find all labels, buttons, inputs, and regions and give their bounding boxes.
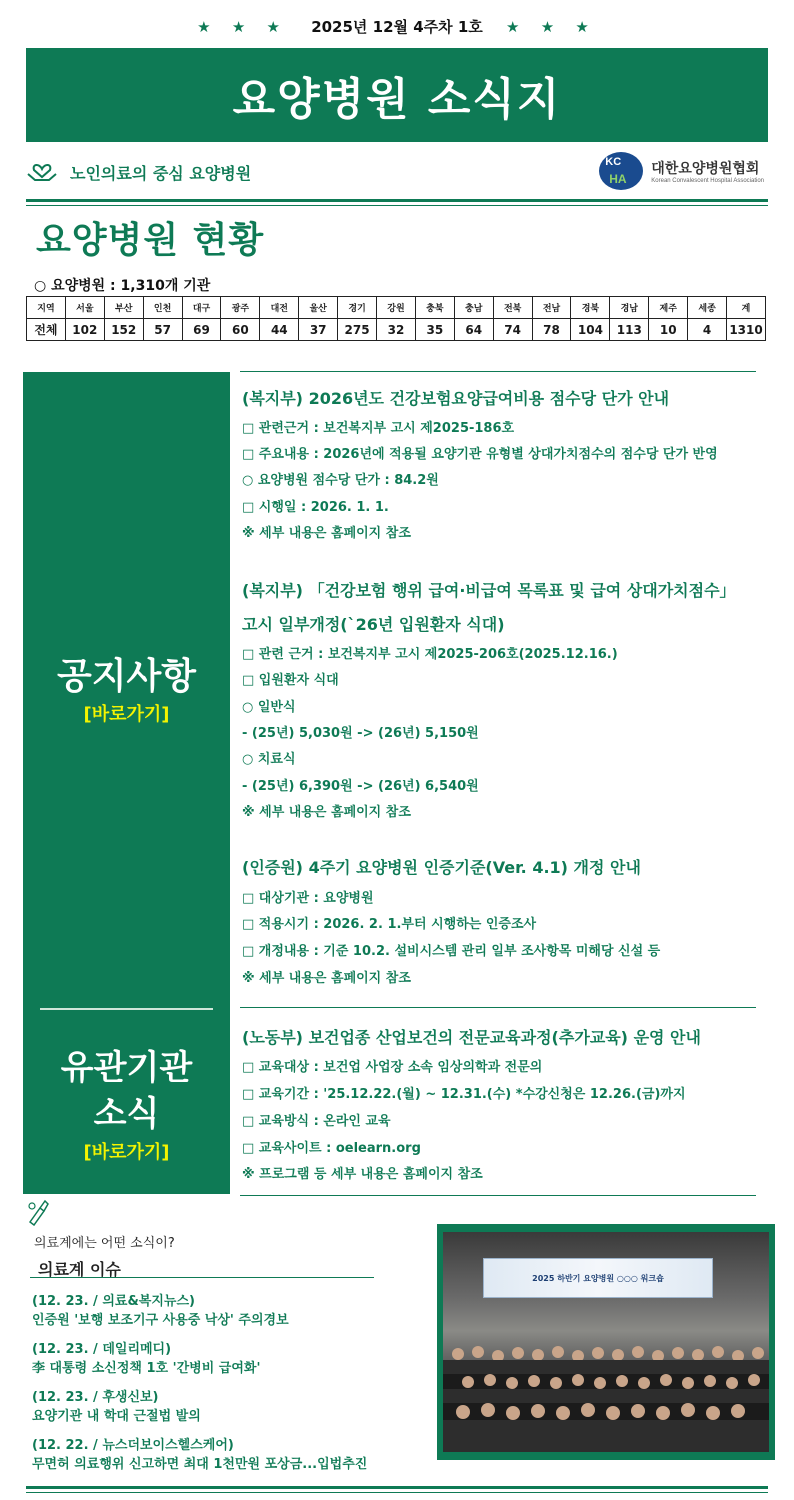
region-count-cell: 1310	[727, 319, 766, 341]
news-item-source[interactable]: (12. 23. / 데일리메디)	[32, 1342, 172, 1357]
related-label: 유관기관	[60, 1048, 193, 1088]
related-line: □ 교육방식 : 온라인 교육	[242, 1114, 391, 1129]
news-item-source[interactable]: (12. 23. / 후생신보)	[32, 1390, 159, 1405]
region-header-cell: 전남	[532, 297, 571, 319]
region-header-cell: 제주	[649, 297, 688, 319]
region-header-cell: 인천	[143, 297, 182, 319]
news-heading-rule	[30, 1277, 374, 1278]
region-count-cell: 57	[143, 319, 182, 341]
table-row-label: 지역	[27, 297, 66, 319]
notice-line: □ 시행일 : 2026. 1. 1.	[242, 500, 389, 515]
star-icon-group: ★ ★ ★	[506, 18, 597, 36]
notice-title[interactable]: (복지부) 2026년도 건강보험요양급여비용 점수당 단가 안내	[242, 389, 670, 408]
related-line: □ 교육사이트 : oelearn.org	[242, 1141, 421, 1156]
region-count-cell: 60	[221, 319, 260, 341]
region-header-cell: 경북	[571, 297, 610, 319]
notice-line: □ 입원환자 식대	[242, 673, 339, 688]
notice-line: □ 대상기관 : 요양병원	[242, 891, 374, 906]
related-label-2: 소식	[93, 1094, 160, 1134]
status-summary: ○ 요양병원 : 1,310개 기관	[34, 278, 211, 294]
notice-line: □ 관련근거 : 보건복지부 고시 제2025-186호	[242, 421, 515, 436]
news-item-source[interactable]: (12. 23. / 의료&복지뉴스)	[32, 1294, 195, 1309]
notice-line: □ 적용시기 : 2026. 2. 1.부터 시행하는 인증조사	[242, 917, 537, 932]
region-header-cell: 서울	[65, 297, 104, 319]
news-heading: 의료계 이슈	[38, 1260, 121, 1279]
footer-divider	[26, 1486, 768, 1489]
kcha-logo-icon: KC HA	[599, 152, 643, 190]
notice-top-rule	[240, 371, 756, 372]
region-count-cell: 37	[299, 319, 338, 341]
region-header-cell: 세종	[688, 297, 727, 319]
org-logo[interactable]	[599, 152, 764, 190]
region-count-cell: 113	[610, 319, 649, 341]
notice-line: - (25년) 6,390원 -> (26년) 6,540원	[242, 779, 479, 794]
section-rule	[240, 1007, 756, 1008]
region-count-cell: 10	[649, 319, 688, 341]
notice-title[interactable]: (인증원) 4주기 요양병원 인증기준(Ver. 4.1) 개정 안내	[242, 858, 641, 877]
region-count-cell: 102	[65, 319, 104, 341]
crowd-illustration	[443, 1312, 769, 1452]
status-title: 요양병원 현황	[36, 220, 265, 261]
region-header-cell: 충북	[415, 297, 454, 319]
region-count-cell: 44	[260, 319, 299, 341]
pen-doodle-icon	[26, 1198, 52, 1226]
region-header-cell: 부산	[104, 297, 143, 319]
newsletter-title-banner	[26, 48, 768, 142]
notice-link[interactable]: [바로가기]	[83, 704, 170, 725]
table-header-row	[27, 297, 766, 319]
notice-line: ※ 세부 내용은 홈페이지 참조	[242, 526, 411, 541]
news-item-title[interactable]: 무면허 의료행위 신고하면 최대 1천만원 포상금...입법추진	[32, 1457, 368, 1472]
region-count-cell: 64	[454, 319, 493, 341]
photo-event-banner: 2025 하반기 요양병원 ○○○ 워크숍	[483, 1258, 713, 1298]
sub-header	[26, 150, 768, 194]
region-count-cell: 78	[532, 319, 571, 341]
slogan: 노인의료의 중심 요양병원	[70, 163, 252, 183]
org-name: 대한요양병원협회	[651, 161, 760, 177]
side-divider	[40, 1008, 213, 1010]
issue-number: 2025년 12월 4주차 1호	[311, 18, 483, 36]
related-link[interactable]: [바로가기]	[83, 1142, 170, 1163]
notice-line: - (25년) 5,030원 -> (26년) 5,150원	[242, 726, 479, 741]
notice-title[interactable]: (복지부) 「건강보험 행위 급여·비급여 목록표 및 급여 상대가치점수」	[242, 581, 736, 600]
news-item-source[interactable]: (12. 22. / 뉴스더보이스헬스케어)	[32, 1438, 234, 1453]
event-photo-frame	[437, 1224, 775, 1460]
org-english-name: Korean Convalescent Hospital Association	[651, 178, 764, 184]
notice-line: ※ 세부 내용은 홈페이지 참조	[242, 805, 411, 820]
region-header-cell: 경기	[338, 297, 377, 319]
region-count-cell: 69	[182, 319, 221, 341]
notice-line: ○ 요양병원 점수당 단가 : 84.2원	[242, 473, 439, 488]
region-header-cell: 계	[727, 297, 766, 319]
notice-line: ○ 치료식	[242, 752, 296, 767]
region-header-cell: 대전	[260, 297, 299, 319]
hospital-count-table	[26, 296, 766, 341]
region-header-cell: 울산	[299, 297, 338, 319]
region-count-cell: 152	[104, 319, 143, 341]
notice-line: □ 관련 근거 : 보건복지부 고시 제2025-206호(2025.12.16.)	[242, 647, 618, 662]
region-header-cell: 광주	[221, 297, 260, 319]
news-item-title[interactable]: 요양기관 내 학대 근절법 발의	[32, 1409, 201, 1424]
region-header-cell: 충남	[454, 297, 493, 319]
region-count-cell: 74	[493, 319, 532, 341]
table-row-label: 전체	[27, 319, 66, 341]
related-line: □ 교육대상 : 보건업 사업장 소속 임상의학과 전문의	[242, 1060, 543, 1075]
region-count-cell: 32	[377, 319, 416, 341]
notice-label: 공지사항	[56, 656, 197, 697]
related-line: □ 교육기간 : '25.12.22.(월) ~ 12.31.(수) *수강신청은 12.26.(금)까지	[242, 1087, 686, 1102]
event-group-photo	[443, 1232, 769, 1452]
notice-line: ○ 일반식	[242, 700, 296, 715]
table-row	[27, 319, 766, 341]
region-header-cell: 강원	[377, 297, 416, 319]
notice-line: ※ 세부 내용은 홈페이지 참조	[242, 971, 411, 986]
related-line: ※ 프로그램 등 세부 내용은 홈페이지 참조	[242, 1167, 483, 1182]
star-icon-group: ★ ★ ★	[197, 18, 288, 36]
section-rule	[240, 1195, 756, 1196]
notice-title-cont[interactable]: 고시 일부개정(`26년 입원환자 식대)	[242, 615, 505, 634]
news-intro: 의료계에는 어떤 소식이?	[34, 1236, 175, 1251]
notice-line: □ 주요내용 : 2026년에 적용될 요양기관 유형별 상대가치점수의 점수당 단가 반영	[242, 447, 718, 462]
region-header-cell: 전북	[493, 297, 532, 319]
region-count-cell: 4	[688, 319, 727, 341]
news-item-title[interactable]: 李 대통령 소신정책 1호 '간병비 급여화'	[32, 1361, 261, 1376]
heart-hands-icon	[26, 160, 58, 184]
newsletter-title: 요양병원 소식지	[232, 74, 562, 125]
region-count-cell: 104	[571, 319, 610, 341]
header-divider	[26, 199, 768, 202]
region-header-cell: 대구	[182, 297, 221, 319]
issue-line	[0, 16, 794, 37]
related-title[interactable]: (노동부) 보건업종 산업보건의 전문교육과정(추가교육) 운영 안내	[242, 1028, 701, 1047]
region-header-cell: 경남	[610, 297, 649, 319]
region-count-cell: 35	[415, 319, 454, 341]
region-count-cell: 275	[338, 319, 377, 341]
notice-line: □ 개정내용 : 기준 10.2. 설비시스템 관리 일부 조사항목 미해당 신설 등	[242, 944, 661, 959]
news-item-title[interactable]: 인증원 '보행 보조기구 사용중 낙상' 주의경보	[32, 1313, 289, 1328]
